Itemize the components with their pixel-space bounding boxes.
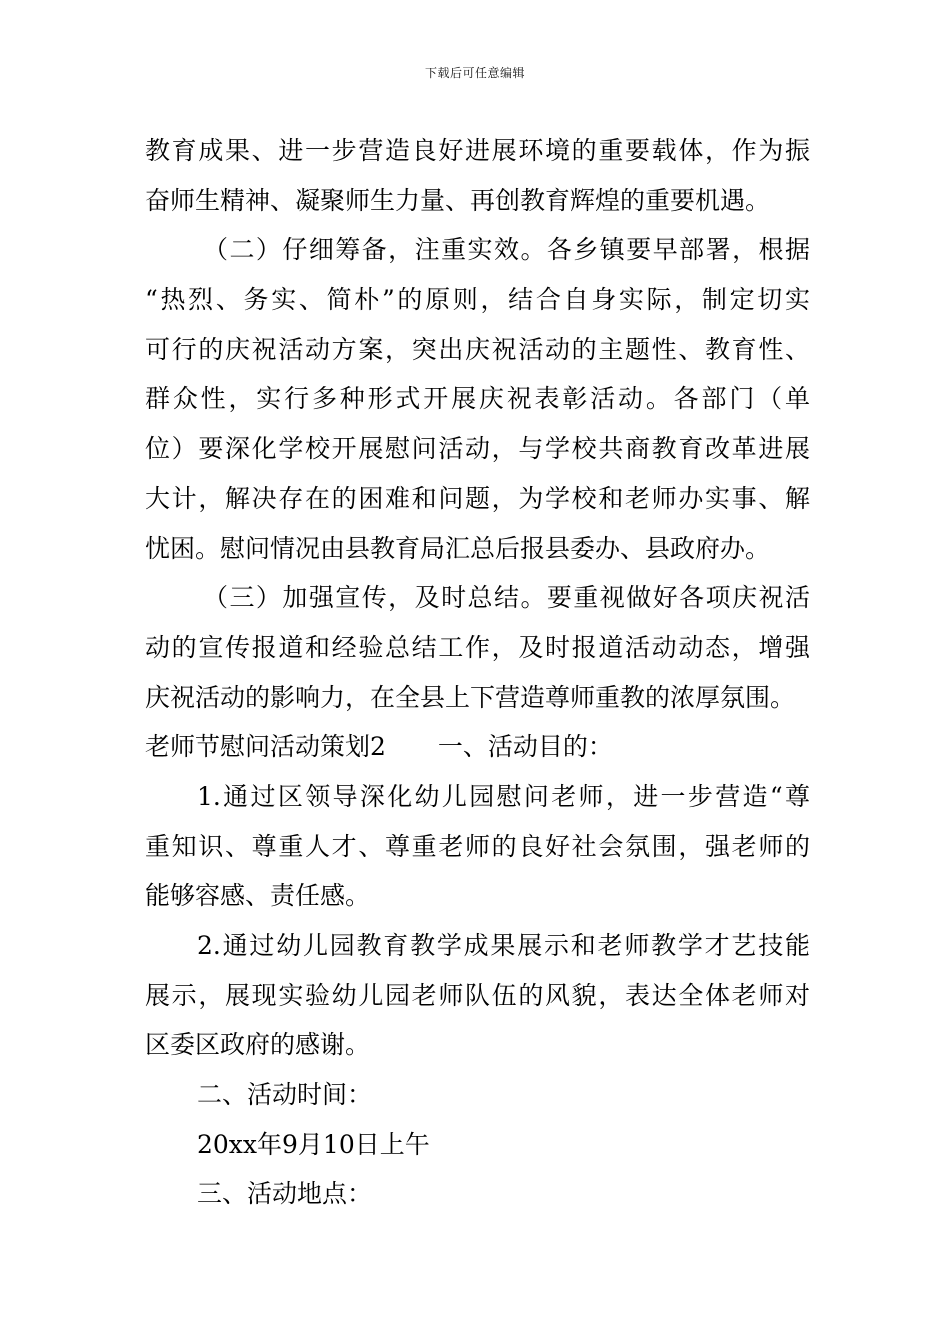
text-line: 重知识、尊重人才、尊重老师的良好社会氛围，强老师的 (145, 831, 810, 861)
text-line: 可行的庆祝活动方案，突出庆祝活动的主题性、教育性、 (145, 334, 810, 364)
text-line: 2.通过幼儿园教育教学成果展示和老师教学才艺技能 (197, 931, 810, 960)
text-line: 能够容感、责任感。 (145, 881, 371, 911)
text-line: 大计，解决存在的困难和问题，为学校和老师办实事、解 (145, 483, 810, 513)
text-line-section-heading (145, 722, 810, 772)
text-line: 展示，展现实验幼儿园老师队伍的风貌，表达全体老师对 (145, 980, 810, 1010)
plan-title: 老师节慰问活动策划2 (145, 732, 386, 762)
text-line: 区委区政府的感谢。 (145, 1030, 371, 1060)
text-line: 忧困。慰问情况由县教育局汇总后报县委办、县政府办。 (145, 533, 771, 563)
text-line: （二）仔细筹备，注重实效。各乡镇要早部署，根据 (203, 235, 810, 265)
text-line: 位）要深化学校开展慰问活动，与学校共商教育改革进展 (145, 434, 810, 464)
section-heading: 二、活动时间： (197, 1080, 373, 1110)
text-line: （三）加强宣传，及时总结。要重视做好各项庆祝活 (203, 583, 810, 613)
section-heading: 三、活动地点： (197, 1179, 373, 1209)
section-heading: 一、活动目的： (437, 732, 613, 762)
text-line: “热烈、务实、简朴”的原则，结合自身实际，制定切实 (145, 285, 810, 315)
text-line: 群众性，实行多种形式开展庆祝表彰活动。各部门（单 (145, 384, 810, 414)
text-line: 动的宣传报道和经验总结工作，及时报道活动动态，增强 (145, 632, 810, 662)
text-line: 奋师生精神、凝聚师生力量、再创教育辉煌的重要机遇。 (145, 185, 771, 215)
text-line: 教育成果、进一步营造良好进展环境的重要载体，作为振 (145, 136, 810, 165)
text-line: 1.通过区领导深化幼儿园慰问老师，进一步营造“尊 (197, 781, 810, 811)
text-line: 庆祝活动的影响力，在全县上下营造尊师重教的浓厚氛围。 (145, 682, 796, 712)
page-header-note: 下载后可任意编辑 (424, 66, 525, 80)
text-line: 20xx年9月10日上午 (197, 1129, 430, 1159)
document-body (145, 126, 810, 1219)
